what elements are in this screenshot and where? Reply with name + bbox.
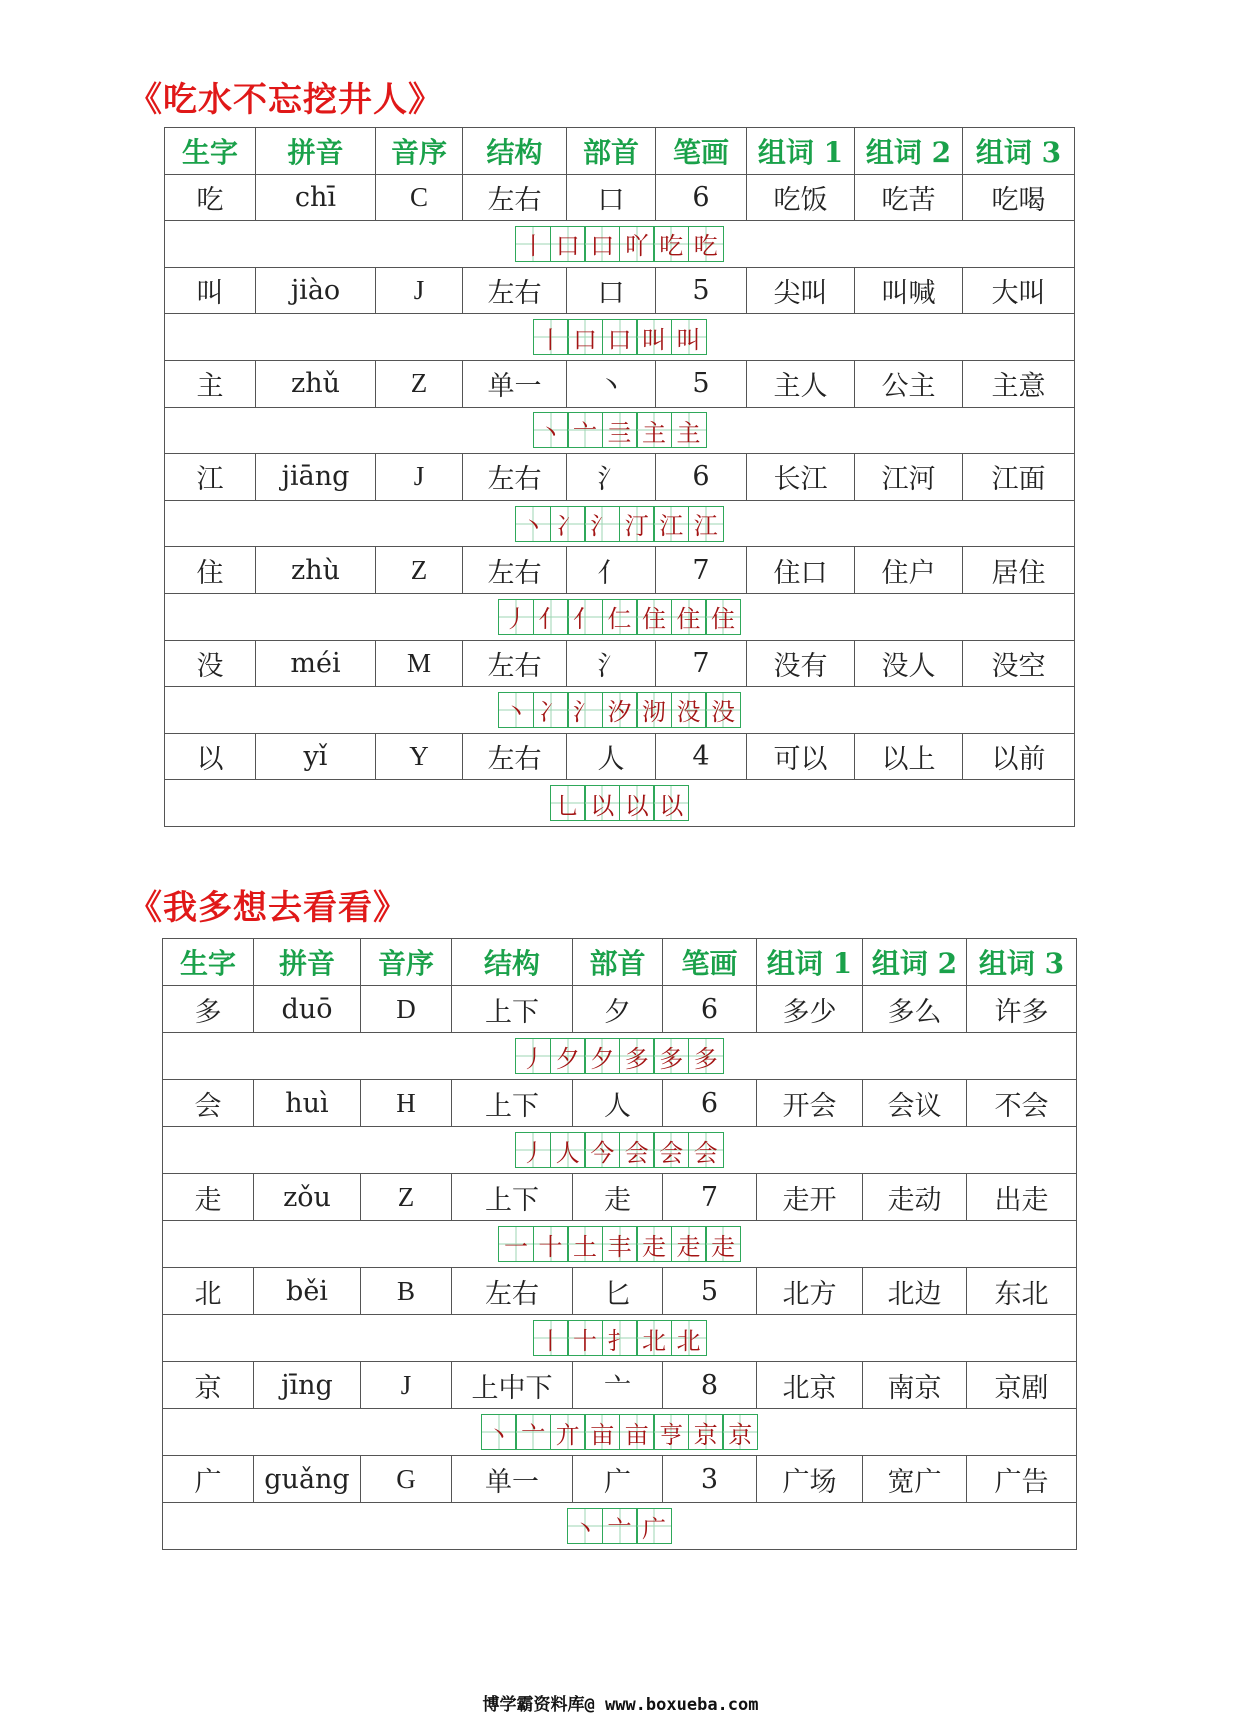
stroke-count-cell: 5 [663,1268,757,1315]
word-cell: 不会 [967,1080,1077,1127]
initial-cell: J [376,267,463,314]
stroke-step-box: 扌 [602,1320,638,1356]
header-cell: 结构 [452,939,573,986]
header-cell: 笔画 [656,128,747,175]
char-cell: 以 [165,733,256,780]
word-cell: 多少 [757,986,863,1033]
stroke-step-box: 丨 [515,226,551,262]
stroke-order-grid [498,1226,741,1262]
stroke-order-cell [165,314,1075,361]
stroke-order-cell [163,1315,1077,1362]
char-cell: 走 [163,1174,254,1221]
stroke-step-box: 氵 [567,692,603,728]
structure-cell: 左右 [452,1268,573,1315]
stroke-order-grid [533,1320,707,1356]
radical-cell: 走 [573,1174,663,1221]
word-cell: 主意 [963,360,1075,407]
stroke-order-row [163,1221,1077,1268]
stroke-count-cell: 5 [656,267,747,314]
pinyin-cell: zhǔ [256,360,376,407]
char-cell: 主 [165,360,256,407]
stroke-step-box: 走 [705,1226,741,1262]
char-cell: 北 [163,1268,254,1315]
char-cell: 多 [163,986,254,1033]
stroke-step-box: 亩 [584,1414,620,1450]
character-row [163,1362,1077,1409]
stroke-step-box: 吃 [653,226,689,262]
stroke-step-box: 口 [602,319,638,355]
char-cell: 住 [165,547,256,594]
pinyin-cell: jiào [256,267,376,314]
stroke-count-cell: 6 [663,1080,757,1127]
character-row [163,986,1077,1033]
character-table-1 [164,127,1075,827]
stroke-step-box: 吖 [619,226,655,262]
word-cell: 居住 [963,547,1075,594]
stroke-step-box: 会 [688,1132,724,1168]
stroke-step-box: 夕 [584,1038,620,1074]
initial-cell: Z [361,1174,452,1221]
stroke-step-box: 以 [653,785,689,821]
stroke-step-box: 土 [567,1226,603,1262]
radical-cell: 人 [567,733,656,780]
stroke-step-box: 广 [636,1508,672,1544]
header-cell: 组词 2 [855,128,963,175]
character-row [165,547,1075,594]
initial-cell: M [376,640,463,687]
pinyin-cell: chī [256,174,376,221]
lesson-title-2: 《我多想去看看》 [128,888,408,928]
header-cell: 音序 [361,939,452,986]
word-cell: 多么 [863,986,967,1033]
stroke-order-row [165,500,1075,547]
stroke-order-grid [515,506,724,542]
stroke-step-box: 口 [550,226,586,262]
stroke-step-box: 叫 [671,319,707,355]
pinyin-cell: zǒu [254,1174,361,1221]
word-cell: 没有 [747,640,855,687]
structure-cell: 左右 [463,174,567,221]
stroke-step-box: 北 [636,1320,672,1356]
structure-cell: 左右 [463,267,567,314]
character-row [163,1080,1077,1127]
pinyin-cell: jiāng [256,454,376,501]
stroke-order-grid [515,1038,724,1074]
word-cell: 没人 [855,640,963,687]
word-cell: 广告 [967,1456,1077,1503]
structure-cell: 上下 [452,986,573,1033]
pinyin-cell: duō [254,986,361,1033]
header-cell: 拼音 [254,939,361,986]
stroke-step-box: 汐 [602,692,638,728]
header-row [165,128,1075,175]
stroke-order-cell [165,407,1075,454]
initial-cell: B [361,1268,452,1315]
header-cell: 组词 3 [963,128,1075,175]
stroke-step-box: 沏 [636,692,672,728]
character-row [165,174,1075,221]
stroke-step-box: 京 [688,1414,724,1450]
word-cell: 吃喝 [963,174,1075,221]
initial-cell: G [361,1456,452,1503]
header-cell: 组词 2 [863,939,967,986]
pinyin-cell: jīng [254,1362,361,1409]
stroke-step-box: 丿 [498,599,534,635]
stroke-order-grid [498,599,741,635]
stroke-step-box: 乚 [550,785,586,821]
radical-cell: 人 [573,1080,663,1127]
structure-cell: 上下 [452,1080,573,1127]
stroke-step-box: 夕 [550,1038,586,1074]
stroke-step-box: 多 [619,1038,655,1074]
word-cell: 北方 [757,1268,863,1315]
stroke-count-cell: 7 [663,1174,757,1221]
stroke-step-box: 亨 [653,1414,689,1450]
stroke-count-cell: 7 [656,640,747,687]
stroke-order-grid [515,226,724,262]
stroke-step-box: 一 [498,1226,534,1262]
pinyin-cell: zhù [256,547,376,594]
stroke-order-row [165,593,1075,640]
stroke-order-cell [165,221,1075,268]
header-cell: 结构 [463,128,567,175]
radical-cell: 广 [573,1456,663,1503]
stroke-count-cell: 3 [663,1456,757,1503]
stroke-order-cell [165,500,1075,547]
word-cell: 东北 [967,1268,1077,1315]
stroke-step-box: 会 [619,1132,655,1168]
stroke-order-grid [550,785,690,821]
header-cell: 笔画 [663,939,757,986]
radical-cell: 匕 [573,1268,663,1315]
stroke-order-cell [163,1503,1077,1550]
stroke-order-row [163,1033,1077,1080]
stroke-step-box: 亣 [550,1414,586,1450]
stroke-step-box: 冫 [533,692,569,728]
header-row [163,939,1077,986]
word-cell: 江面 [963,454,1075,501]
stroke-order-grid [481,1414,759,1450]
stroke-order-grid [515,1132,724,1168]
header-cell: 生字 [163,939,254,986]
stroke-step-box: 住 [636,599,672,635]
word-cell: 走动 [863,1174,967,1221]
initial-cell: H [361,1080,452,1127]
stroke-step-box: 仁 [602,599,638,635]
word-cell: 开会 [757,1080,863,1127]
stroke-step-box: 亩 [619,1414,655,1450]
stroke-step-box: 口 [584,226,620,262]
stroke-order-row [163,1409,1077,1456]
initial-cell: Z [376,547,463,594]
stroke-step-box: 多 [653,1038,689,1074]
stroke-step-box: 亠 [567,412,603,448]
stroke-step-box: 丿 [515,1038,551,1074]
structure-cell: 上下 [452,1174,573,1221]
stroke-step-box: 今 [584,1132,620,1168]
word-cell: 江河 [855,454,963,501]
stroke-step-box: 主 [636,412,672,448]
char-cell: 没 [165,640,256,687]
stroke-step-box: 京 [722,1414,758,1450]
stroke-step-box: 会 [653,1132,689,1168]
word-cell: 许多 [967,986,1077,1033]
stroke-step-box: 江 [653,506,689,542]
stroke-order-cell [165,593,1075,640]
initial-cell: Y [376,733,463,780]
initial-cell: C [376,174,463,221]
char-cell: 会 [163,1080,254,1127]
word-cell: 以前 [963,733,1075,780]
header-cell: 拼音 [256,128,376,175]
stroke-order-cell [163,1409,1077,1456]
stroke-count-cell: 5 [656,360,747,407]
pinyin-cell: běi [254,1268,361,1315]
header-cell: 组词 1 [757,939,863,986]
word-cell: 北京 [757,1362,863,1409]
stroke-order-row [163,1315,1077,1362]
header-cell: 组词 1 [747,128,855,175]
word-cell: 会议 [863,1080,967,1127]
word-cell: 长江 [747,454,855,501]
header-cell: 生字 [165,128,256,175]
radical-cell: 夕 [573,986,663,1033]
char-cell: 广 [163,1456,254,1503]
word-cell: 尖叫 [747,267,855,314]
char-cell: 吃 [165,174,256,221]
stroke-count-cell: 6 [656,454,747,501]
stroke-step-box: 北 [671,1320,707,1356]
stroke-step-box: 丨 [533,319,569,355]
stroke-step-box: 丶 [567,1508,603,1544]
character-row [163,1174,1077,1221]
word-cell: 广场 [757,1456,863,1503]
word-cell: 走开 [757,1174,863,1221]
initial-cell: Z [376,360,463,407]
stroke-step-box: 丶 [533,412,569,448]
stroke-order-row [165,221,1075,268]
word-cell: 住口 [747,547,855,594]
stroke-step-box: 十 [567,1320,603,1356]
char-cell: 江 [165,454,256,501]
stroke-order-grid [533,319,707,355]
character-row [165,267,1075,314]
word-cell: 住户 [855,547,963,594]
word-cell: 以上 [855,733,963,780]
pinyin-cell: guǎng [254,1456,361,1503]
footer-source: 博学霸资料库@ www.boxueba.com [482,1695,759,1715]
stroke-order-row [165,407,1075,454]
stroke-step-box: 亻 [533,599,569,635]
stroke-step-box: 亻 [567,599,603,635]
stroke-step-box: 丰 [602,1226,638,1262]
stroke-step-box: 人 [550,1132,586,1168]
word-cell: 北边 [863,1268,967,1315]
stroke-step-box: 叫 [636,319,672,355]
structure-cell: 左右 [463,640,567,687]
word-cell: 南京 [863,1362,967,1409]
word-cell: 可以 [747,733,855,780]
stroke-step-box: 以 [619,785,655,821]
stroke-step-box: 江 [688,506,724,542]
stroke-step-box: 以 [584,785,620,821]
stroke-order-cell [163,1221,1077,1268]
stroke-step-box: 没 [671,692,707,728]
character-row [163,1268,1077,1315]
header-cell: 部首 [573,939,663,986]
stroke-step-box: 丶 [498,692,534,728]
stroke-order-cell [165,780,1075,827]
stroke-step-box: 吃 [688,226,724,262]
character-table-2 [162,938,1077,1550]
stroke-step-box: 冫 [550,506,586,542]
stroke-step-box: 丨 [533,1320,569,1356]
stroke-order-cell [163,1127,1077,1174]
stroke-step-box: 丿 [515,1132,551,1168]
stroke-step-box: 没 [705,692,741,728]
word-cell: 出走 [967,1174,1077,1221]
structure-cell: 上中下 [452,1362,573,1409]
radical-cell: 丶 [567,360,656,407]
structure-cell: 单一 [452,1456,573,1503]
char-cell: 叫 [165,267,256,314]
stroke-order-grid [533,412,707,448]
word-cell: 京剧 [967,1362,1077,1409]
stroke-step-box: 走 [671,1226,707,1262]
initial-cell: J [376,454,463,501]
stroke-step-box: 亠 [602,1508,638,1544]
stroke-order-grid [567,1508,672,1544]
word-cell: 叫喊 [855,267,963,314]
stroke-step-box: 住 [671,599,707,635]
stroke-step-box: 十 [533,1226,569,1262]
initial-cell: D [361,986,452,1033]
stroke-step-box: 多 [688,1038,724,1074]
radical-cell: 氵 [567,640,656,687]
word-cell: 主人 [747,360,855,407]
stroke-count-cell: 6 [656,174,747,221]
character-row [165,733,1075,780]
stroke-count-cell: 6 [663,986,757,1033]
stroke-order-row [165,687,1075,734]
stroke-count-cell: 8 [663,1362,757,1409]
stroke-step-box: 主 [671,412,707,448]
radical-cell: 氵 [567,454,656,501]
header-cell: 音序 [376,128,463,175]
word-cell: 大叫 [963,267,1075,314]
stroke-order-row [163,1127,1077,1174]
structure-cell: 左右 [463,547,567,594]
character-row [165,454,1075,501]
stroke-step-box: 住 [705,599,741,635]
stroke-order-grid [498,692,741,728]
stroke-order-row [163,1503,1077,1550]
character-row [163,1456,1077,1503]
stroke-step-box: 丶 [481,1414,517,1450]
char-cell: 京 [163,1362,254,1409]
pinyin-cell: huì [254,1080,361,1127]
stroke-step-box: 汀 [619,506,655,542]
header-cell: 组词 3 [967,939,1077,986]
stroke-order-cell [165,687,1075,734]
stroke-order-cell [163,1033,1077,1080]
stroke-step-box: 氵 [584,506,620,542]
word-cell: 吃饭 [747,174,855,221]
stroke-step-box: 丶 [515,506,551,542]
header-cell: 部首 [567,128,656,175]
pinyin-cell: yǐ [256,733,376,780]
character-row [165,640,1075,687]
stroke-order-row [165,314,1075,361]
stroke-step-box: 亠 [515,1414,551,1450]
stroke-count-cell: 4 [656,733,747,780]
word-cell: 宽广 [863,1456,967,1503]
lesson-title-1: 《吃水不忘挖井人》 [128,80,443,120]
radical-cell: 口 [567,174,656,221]
character-row [165,360,1075,407]
pinyin-cell: méi [256,640,376,687]
word-cell: 公主 [855,360,963,407]
structure-cell: 单一 [463,360,567,407]
word-cell: 没空 [963,640,1075,687]
stroke-step-box: 走 [636,1226,672,1262]
word-cell: 吃苦 [855,174,963,221]
radical-cell: 亻 [567,547,656,594]
structure-cell: 左右 [463,733,567,780]
initial-cell: J [361,1362,452,1409]
stroke-step-box: 亖 [602,412,638,448]
radical-cell: 口 [567,267,656,314]
radical-cell: 亠 [573,1362,663,1409]
stroke-count-cell: 7 [656,547,747,594]
stroke-order-row [165,780,1075,827]
structure-cell: 左右 [463,454,567,501]
stroke-step-box: 口 [567,319,603,355]
